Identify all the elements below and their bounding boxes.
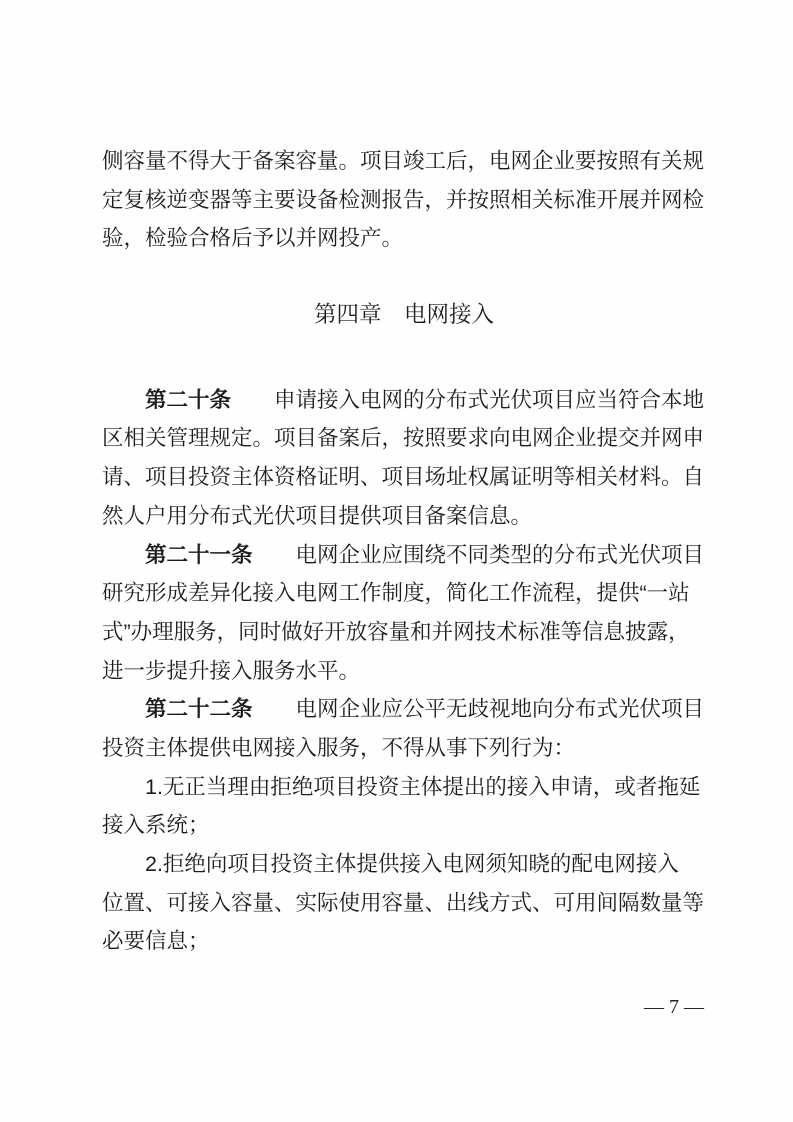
text-line [102, 219, 706, 258]
text-line [102, 884, 706, 923]
continuation-paragraph [102, 142, 706, 258]
article-number-gap [231, 406, 274, 407]
article-21-paragraph [102, 536, 706, 691]
article-number: 第二十条 [145, 387, 232, 412]
article-number-gap [253, 561, 296, 562]
line-text: 式”办理服务，同时做好开放容量和并网技术标准等信息披露， [102, 619, 690, 644]
line-text: 位置、可接入容量、实际使用容量、出线方式、可用间隔数量等 [102, 890, 705, 915]
line-text: 接入系统； [102, 813, 210, 838]
text-line [102, 690, 706, 729]
text-line [102, 574, 706, 613]
text-line [102, 806, 706, 845]
text-line [102, 922, 706, 961]
text-line [102, 729, 706, 768]
line-text: 必要信息； [102, 929, 210, 954]
line-text: 定复核逆变器等主要设备检测报告，并按照相关标准开展并网检 [102, 187, 705, 212]
text-line [102, 181, 706, 220]
text-line [102, 613, 706, 652]
chapter-heading: 第四章 电网接入 [313, 302, 494, 328]
line-text: 进一步提升接入服务水平。 [102, 658, 361, 683]
text-line [102, 768, 706, 807]
articles-section [102, 381, 706, 961]
first-line-indent [102, 561, 145, 562]
first-line-indent [102, 406, 145, 407]
first-line-indent [102, 870, 145, 871]
item-2-paragraph [102, 845, 706, 961]
line-text: 侧容量不得大于备案容量。项目竣工后，电网企业要按照有关规 [102, 149, 705, 173]
document-body [102, 142, 706, 961]
line-text: 投资主体提供电网接入服务，不得从事下列行为： [102, 735, 576, 760]
article-number-gap [253, 715, 296, 716]
text-line [102, 381, 706, 420]
intro-section [102, 142, 706, 258]
first-line-indent [102, 715, 145, 716]
article-20-paragraph [102, 381, 706, 536]
page-number: — 7 — [644, 996, 704, 1018]
line-text: 然人户用分布式光伏项目提供项目备案信息。 [102, 503, 533, 528]
text-line [102, 652, 706, 691]
article-number: 第二十二条 [145, 697, 253, 722]
line-text: 请、项目投资主体资格证明、项目场址权属证明等相关材料。自 [102, 465, 705, 490]
line-text: 区相关管理规定。项目备案后，按照要求向电网企业提交并网申 [102, 426, 705, 451]
text-line [102, 458, 706, 497]
item-1-paragraph [102, 768, 706, 845]
line-text: 申请接入电网的分布式光伏项目应当符合本地 [274, 387, 705, 412]
line-text: 研究形成差异化接入电网工作制度，简化工作流程，提供“一站 [102, 581, 690, 606]
text-line [102, 142, 706, 181]
text-line [102, 419, 706, 458]
first-line-indent [102, 793, 145, 794]
line-text: 验，检验合格后予以并网投产。 [102, 226, 404, 251]
text-line [102, 845, 706, 884]
article-22-paragraph [102, 690, 706, 767]
text-line [102, 536, 706, 575]
line-text: 1.无正当理由拒绝项目投资主体提出的接入申请，或者拖延 [145, 774, 701, 799]
line-text: 电网企业应公平无歧视地向分布式光伏项目 [295, 697, 705, 722]
article-number: 第二十一条 [145, 542, 253, 567]
text-line [102, 497, 706, 536]
line-text: 电网企业应围绕不同类型的分布式光伏项目 [295, 542, 705, 567]
line-text: 2.拒绝向项目投资主体提供接入电网须知晓的配电网接入 [145, 852, 679, 876]
